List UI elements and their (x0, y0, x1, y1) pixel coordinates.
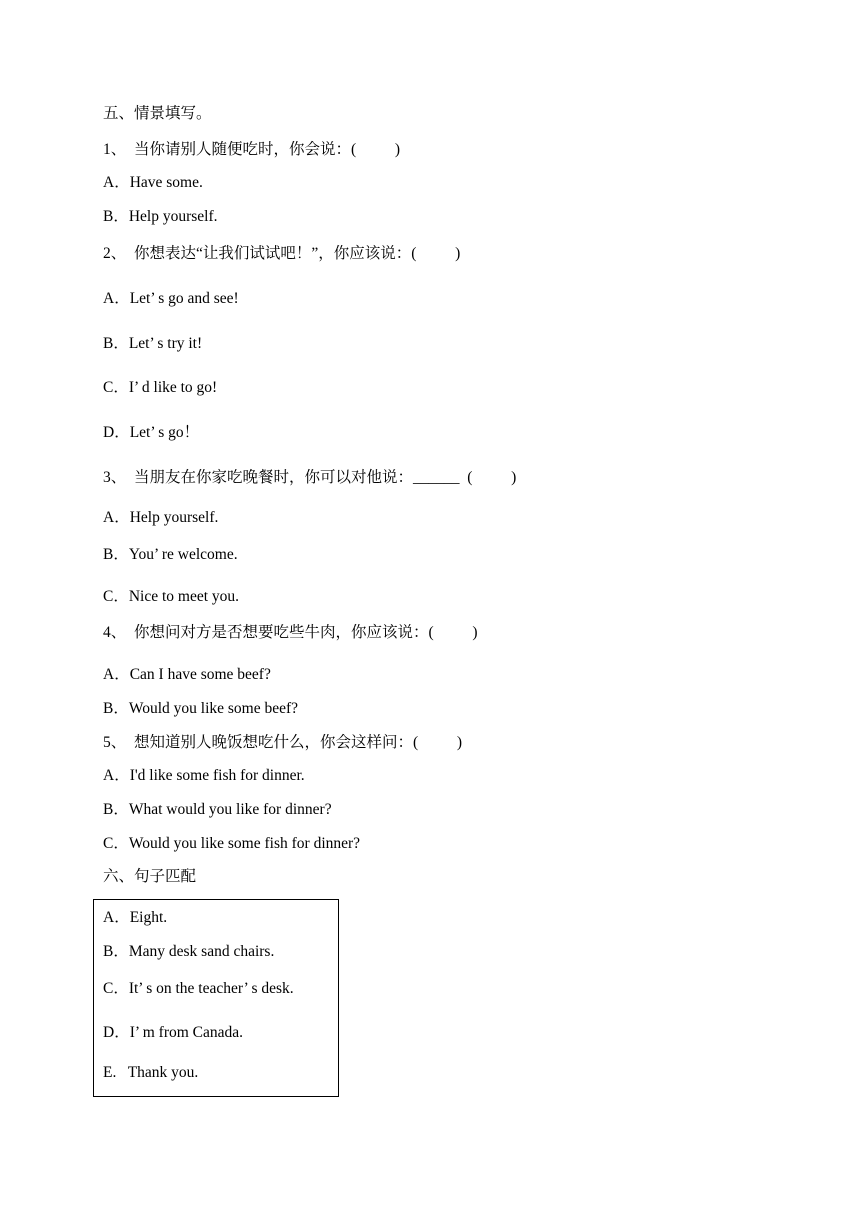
question-1-stem: 1、 当你请别人随便吃时，你会说：( ) (103, 141, 401, 158)
match-option-b: B．Many desk sand chairs. (103, 943, 275, 960)
question-4-option-b: B．Would you like some beef? (103, 700, 299, 717)
question-4-option-a: A．Can I have some beef? (103, 666, 271, 683)
question-5-stem: 5、 想知道别人晚饭想吃什么，你会这样问：( ) (103, 734, 463, 751)
section-5-heading: 五、情景填写。 (103, 105, 212, 122)
question-2-option-c: C．I’ d like to go! (103, 379, 218, 396)
match-option-c: C．It’ s on the teacher’ s desk. (103, 980, 294, 997)
question-4-stem: 4、 你想问对方是否想要吃些牛肉，你应该说：( ) (103, 624, 478, 641)
question-2-option-b: B．Let’ s try it! (103, 335, 203, 352)
question-2-stem: 2、 你想表达“让我们试试吧！”，你应该说：( ) (103, 245, 461, 262)
question-3-stem: 3、 当朋友在你家吃晚餐时，你可以对他说：______ ( ) (103, 469, 517, 486)
question-2-option-d: D．Let’ s go！ (103, 424, 200, 441)
question-2-option-a: A．Let’ s go and see! (103, 290, 239, 307)
question-5-option-c: C．Would you like some fish for dinner? (103, 835, 361, 852)
question-3-option-c: C．Nice to meet you. (103, 588, 240, 605)
match-option-d: D．I’ m from Canada. (103, 1024, 244, 1041)
question-3-option-b: B．You’ re welcome. (103, 546, 238, 563)
match-option-e: E. Thank you. (103, 1064, 199, 1081)
section-6-heading: 六、句子匹配 (103, 868, 197, 885)
question-5-option-b: B．What would you like for dinner? (103, 801, 332, 818)
question-5-option-a: A．I'd like some fish for dinner. (103, 767, 305, 784)
match-option-a: A．Eight. (103, 909, 168, 926)
question-1-option-a: A．Have some. (103, 174, 203, 191)
question-3-option-a: A．Help yourself. (103, 509, 219, 526)
question-1-option-b: B．Help yourself. (103, 208, 218, 225)
